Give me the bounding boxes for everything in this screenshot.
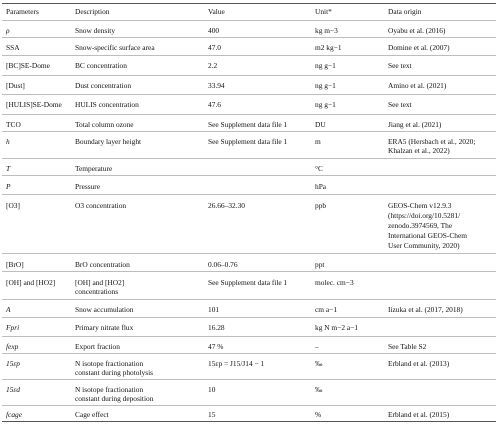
value-hulis: 47.6 xyxy=(208,100,221,109)
origin-snow-density: Oyabu et al. (2016) xyxy=(388,26,446,35)
param-bro: [BrO] xyxy=(6,260,24,269)
param-eps-p: 15εp xyxy=(6,359,20,368)
row-rule xyxy=(2,253,496,254)
param-hulis: [HULIS]SE-Dome xyxy=(6,100,62,109)
unit-oh-ho2: molec. cm−3 xyxy=(315,278,354,287)
origin-o3-line1: GEOS-Chem v12.9.3 xyxy=(388,201,452,210)
unit-temperature: °C xyxy=(315,164,323,173)
row-rule xyxy=(2,55,496,56)
param-ssa: SSA xyxy=(6,43,20,52)
param-tco: TCO xyxy=(6,120,21,129)
header-parameters: Parameters xyxy=(6,7,39,16)
param-p: P xyxy=(6,182,11,191)
origin-tco: Jiang et al. (2021) xyxy=(388,120,442,129)
value-eps-d: 10 xyxy=(208,385,216,394)
value-dust: 33.94 xyxy=(208,81,225,90)
row-rule xyxy=(2,75,496,76)
unit-cage: % xyxy=(315,410,322,419)
desc-bc: BC concentration xyxy=(75,61,127,70)
row-rule xyxy=(2,94,496,95)
unit-eps-p: ‰ xyxy=(315,359,323,368)
unit-accumulation: cm a−1 xyxy=(315,305,338,314)
unit-pressure: hPa xyxy=(315,182,327,191)
unit-fexp: – xyxy=(315,342,319,351)
param-h: h xyxy=(6,137,10,146)
header-description: Description xyxy=(75,7,110,16)
param-o3: [O3] xyxy=(6,201,20,210)
unit-o3: ppb xyxy=(315,201,327,210)
desc-tco: Total column ozone xyxy=(75,120,134,129)
row-rule xyxy=(2,353,496,354)
desc-fexp: Export fraction xyxy=(75,342,120,351)
row-rule xyxy=(2,405,496,406)
header-value: Value xyxy=(208,7,225,16)
desc-pressure: Pressure xyxy=(75,182,101,191)
desc-eps-p-line1: N isotope fractionation xyxy=(75,359,144,368)
row-rule xyxy=(2,131,496,132)
desc-eps-p-line2: constant during photolysis xyxy=(75,368,154,377)
table-top-rule xyxy=(2,3,496,4)
row-rule xyxy=(2,114,496,115)
origin-ssa: Domine et al. (2007) xyxy=(388,43,450,52)
unit-tco: DU xyxy=(315,120,326,129)
desc-dust: Dust concentration xyxy=(75,81,132,90)
desc-snow-density: Snow density xyxy=(75,26,116,35)
value-fexp: 47 % xyxy=(208,342,224,351)
unit-bro: ppt xyxy=(315,260,325,269)
desc-hulis: HULIS concentration xyxy=(75,100,139,109)
value-cage: 15 xyxy=(208,410,216,419)
header-rule xyxy=(2,20,496,21)
origin-fexp: See Table S2 xyxy=(388,342,427,351)
param-fcage: fcage xyxy=(6,410,23,419)
unit-ssa: m2 kg−1 xyxy=(315,43,342,52)
desc-eps-d-line2: constant during deposition xyxy=(75,394,154,403)
unit-bc: ng g−1 xyxy=(315,61,336,70)
value-oh-ho2: See Supplement data file 1 xyxy=(208,278,288,287)
param-bc: [BC]SE-Dome xyxy=(6,61,50,70)
value-accumulation: 101 xyxy=(208,305,220,314)
origin-bc: See text xyxy=(388,61,412,70)
origin-blh-line2: Khalzan et al., 2022) xyxy=(388,146,450,155)
desc-temperature: Temperature xyxy=(75,164,113,173)
origin-o3-line3: zenodo.3974569, The xyxy=(388,221,453,230)
unit-blh: m xyxy=(315,137,321,146)
param-oh-ho2: [OH] and [HO2] xyxy=(6,278,56,287)
row-rule xyxy=(2,194,496,195)
row-rule xyxy=(2,175,496,176)
value-fpri: 16.28 xyxy=(208,323,225,332)
desc-o3: O3 concentration xyxy=(75,201,127,210)
param-fpri: Fpri xyxy=(6,323,20,332)
origin-accumulation: Iizuka et al. (2017, 2018) xyxy=(388,305,463,314)
row-rule xyxy=(2,37,496,38)
origin-blh-line1: ERA5 (Hersbach et al., 2020; xyxy=(388,137,476,146)
row-rule xyxy=(2,379,496,380)
value-blh: See Supplement data file 1 xyxy=(208,137,288,146)
param-dust: [Dust] xyxy=(6,81,25,90)
desc-bro: BrO concentration xyxy=(75,260,130,269)
origin-cage: Erbland et al. (2015) xyxy=(388,410,450,419)
origin-eps-p: Erbland et al. (2013) xyxy=(388,359,450,368)
unit-fpri: kg N m−2 a−1 xyxy=(315,323,359,332)
value-o3: 26.66–32.30 xyxy=(208,201,245,210)
origin-dust: Amino et al. (2021) xyxy=(388,81,447,90)
origin-o3-line4: International GEOS-Chem xyxy=(388,231,468,240)
row-rule xyxy=(2,271,496,272)
unit-eps-d: ‰ xyxy=(315,385,323,394)
desc-eps-d-line1: N isotope fractionation xyxy=(75,385,144,394)
param-rho: ρ xyxy=(6,26,10,35)
param-a: A xyxy=(6,305,11,314)
desc-blh: Boundary layer height xyxy=(75,137,142,146)
value-snow-density: 400 xyxy=(208,26,220,35)
table-bottom-rule xyxy=(2,421,496,422)
origin-hulis: See text xyxy=(388,100,412,109)
desc-cage: Cage effect xyxy=(75,410,109,419)
param-t: T xyxy=(6,164,11,173)
origin-o3-line5: User Community, 2020) xyxy=(388,241,460,250)
desc-accumulation: Snow accumulation xyxy=(75,305,134,314)
unit-dust: ng g−1 xyxy=(315,81,336,90)
value-eps-p: 15εp = J15/J14 − 1 xyxy=(208,359,265,368)
value-bro: 0.06–0.76 xyxy=(208,260,238,269)
unit-hulis: ng g−1 xyxy=(315,100,336,109)
desc-oh-ho2-line2: concentrations xyxy=(75,287,119,296)
value-bc: 2.2 xyxy=(208,61,218,70)
unit-snow-density: kg m−3 xyxy=(315,26,338,35)
row-rule xyxy=(2,158,496,159)
value-ssa: 47.0 xyxy=(208,43,221,52)
header-data-origin: Data origin xyxy=(388,7,422,16)
param-fexp: fexp xyxy=(6,342,19,351)
header-unit: Unit* xyxy=(315,7,332,16)
origin-o3-line2: (https://doi.org/10.5281/ xyxy=(388,211,461,220)
value-tco: See Supplement data file 1 xyxy=(208,120,288,129)
row-rule xyxy=(2,317,496,318)
desc-oh-ho2-line1: [OH] and [HO2] xyxy=(75,278,125,287)
desc-fpri: Primary nitrate flux xyxy=(75,323,134,332)
desc-ssa: Snow-specific surface area xyxy=(75,43,155,52)
param-eps-d: 15εd xyxy=(6,385,20,394)
row-rule xyxy=(2,336,496,337)
row-rule xyxy=(2,299,496,300)
